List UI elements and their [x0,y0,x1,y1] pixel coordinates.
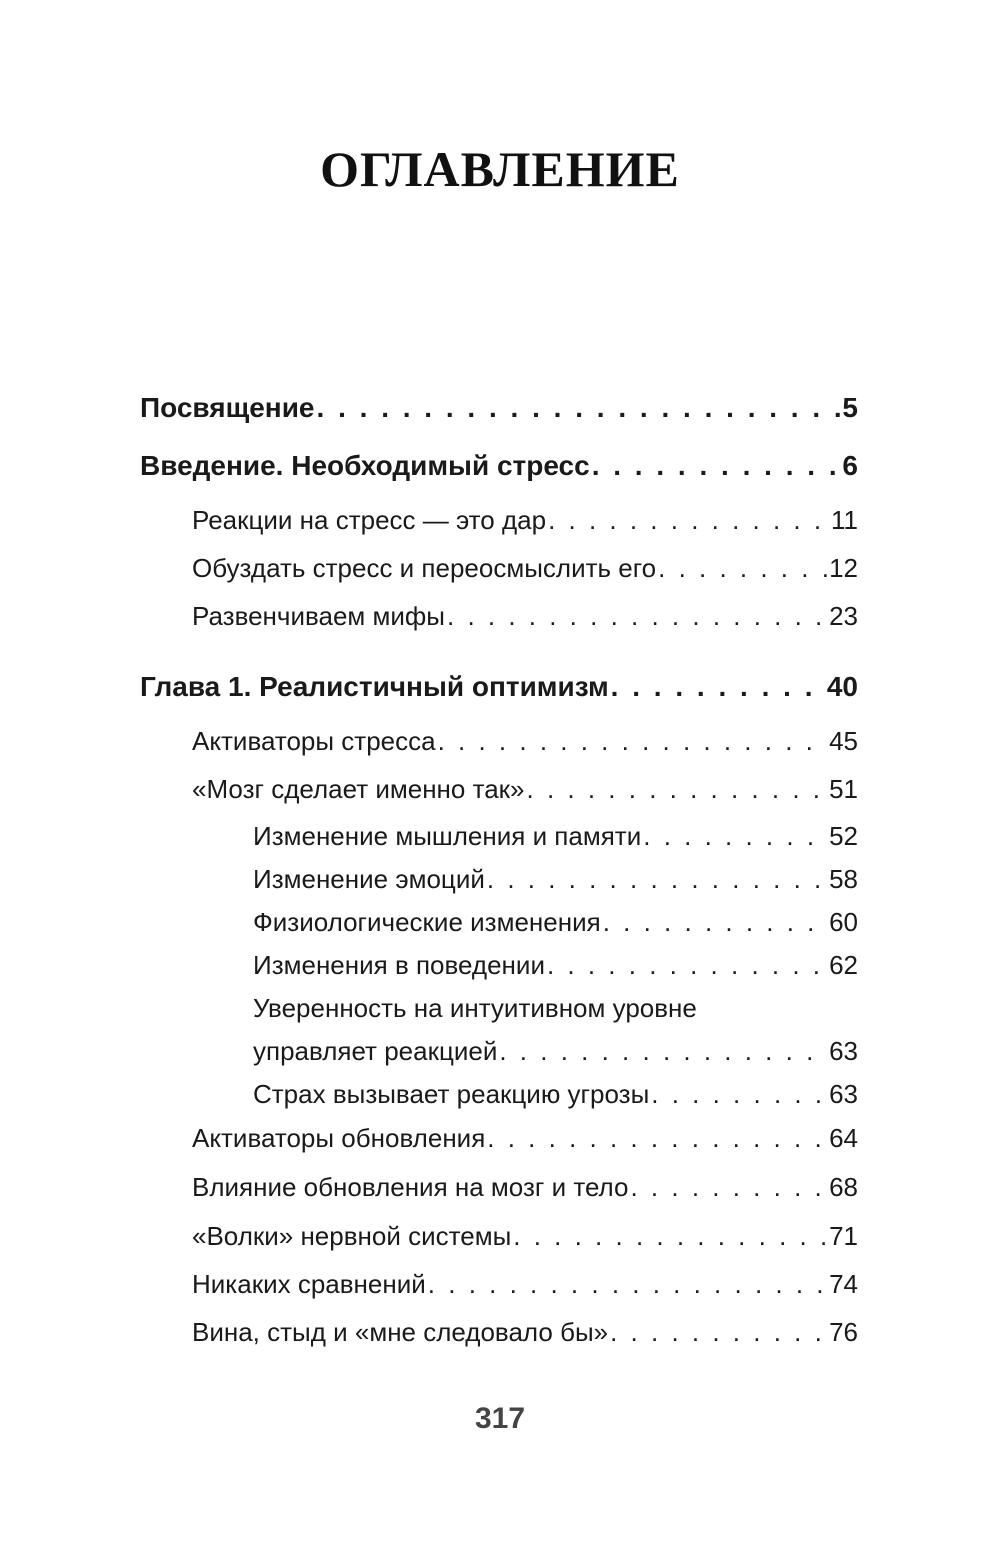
toc-entry [140,551,858,585]
toc-entry [140,503,858,537]
toc-entry-label-continuation: управляет реакцией [253,1036,498,1066]
toc-entry-page: 60 [829,907,858,937]
dot-leader [513,1219,827,1253]
dot-leader [499,1034,827,1068]
toc-entry-page: 12 [829,553,858,583]
toc-entry-page: 71 [829,1221,858,1251]
toc-entry [140,772,858,806]
toc-entry-page: 51 [829,774,858,804]
toc-entry-label: Обуздать стресс и переосмыслить его [192,553,657,583]
toc-entry-page: 64 [829,1123,858,1153]
toc-entry-page: 6 [842,450,858,481]
toc-entry-page: 11 [831,505,858,535]
toc-entry-label: Введение. Необходимый стресс [140,450,590,481]
toc-entry [140,724,858,758]
dot-leader [658,551,827,585]
toc-entry-page: 68 [829,1172,858,1202]
toc-entry-page: 62 [829,950,858,980]
toc-entry [140,599,858,633]
toc-entry [140,905,858,939]
toc-entry-page: 5 [842,392,858,423]
toc-entry-page: 63 [829,1079,858,1109]
toc-entry-label: Активаторы обновления [192,1123,486,1153]
toc-entry [140,1077,858,1111]
toc-entry-label: Реакции на стресс — это дар [192,505,547,535]
dot-leader [548,503,829,537]
toc-entry-label: Изменение эмоций [253,864,485,894]
toc-entry [140,862,858,896]
toc-entry-label: Вина, стыд и «мне следовало бы» [192,1317,609,1347]
toc-entry-page: 63 [829,1036,858,1066]
toc-entry-label: «Волки» нервной системы [192,1221,512,1251]
dot-leader [487,1121,827,1155]
toc-entry-label: Никаких сравнений [192,1269,426,1299]
toc-entry-label: Развенчиваем мифы [192,601,445,631]
toc-entry-label: Влияние обновления на мозг и тело [192,1172,629,1202]
toc-entry-page: 74 [829,1269,858,1299]
dot-leader [592,449,841,483]
toc-entry [140,1267,858,1301]
toc-entry [140,1034,858,1068]
dot-leader [630,1170,827,1204]
toc-entry-page: 40 [826,671,858,702]
toc-entry-page: 23 [829,601,858,631]
toc-entry-label: Посвящение [140,392,315,423]
dot-leader [610,1315,827,1349]
page-title: ОГЛАВЛЕНИЕ [320,141,680,197]
toc-entry-label: Активаторы стресса [192,726,436,756]
toc-entry-label: Уверенность на интуитивном уровне [253,993,697,1023]
toc-entry [140,1121,858,1155]
toc-entry [140,670,858,704]
dot-leader [527,772,828,806]
dot-leader [643,819,827,853]
toc-entry [140,819,858,853]
dot-leader [487,862,827,896]
dot-leader [547,948,827,982]
dot-leader [438,724,827,758]
toc-entry [140,391,858,425]
toc-entry [140,1315,858,1349]
toc-entry [140,948,858,982]
toc-entry-page: 45 [829,726,858,756]
toc-entry-label: Изменение мышления и памяти [253,821,642,851]
toc-entry-page: 58 [829,864,858,894]
toc-entry-label: «Мозг сделает именно так» [192,774,525,804]
dot-leader [611,670,825,704]
toc-entry-page: 76 [829,1317,858,1347]
dot-leader [447,599,827,633]
toc-entry [140,449,858,483]
dot-leader [317,391,841,425]
toc-entry-label: Физиологические изменения [253,907,601,937]
toc-entry-label: Изменения в поведении [253,950,545,980]
page-number: 317 [474,1402,526,1435]
toc-entry-page: 52 [829,821,858,851]
toc-entry [140,1170,858,1204]
dot-leader [603,905,827,939]
toc-entry-label: Глава 1. Реалистичный оптимизм [140,671,609,702]
dot-leader [651,1077,827,1111]
toc-entry-label: Страх вызывает реакцию угрозы [253,1079,650,1109]
toc-entry [140,1219,858,1253]
dot-leader [428,1267,827,1301]
